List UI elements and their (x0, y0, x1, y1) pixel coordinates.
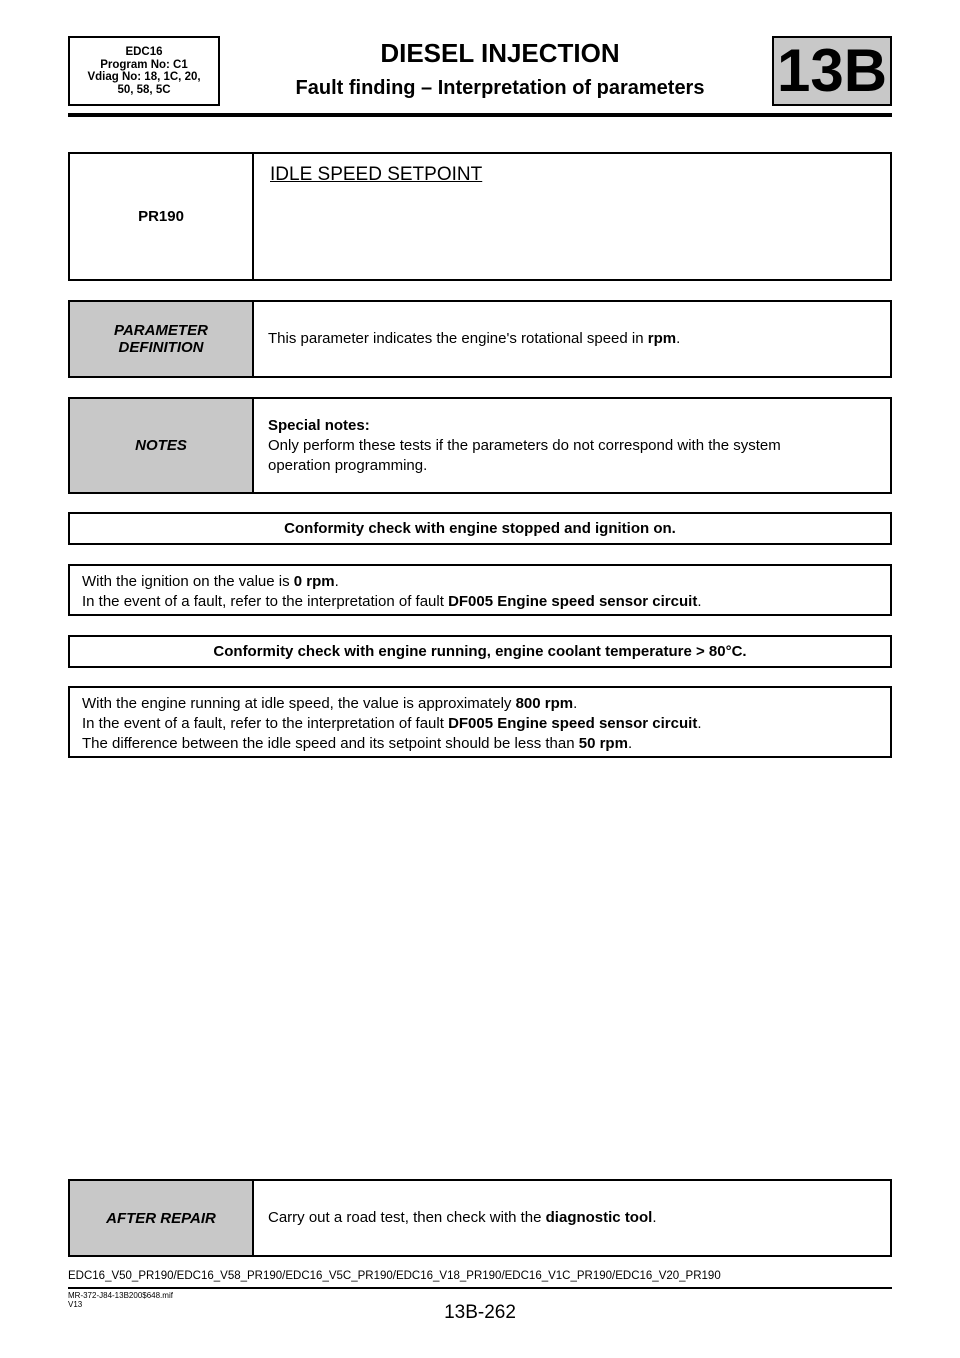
check1-line-2 (82, 592, 878, 612)
footer-divider (68, 1287, 892, 1289)
check-heading-ignition-on: Conformity check with engine stopped and ignition on. (68, 512, 892, 545)
page-title: DIESEL INJECTION (380, 38, 620, 68)
text-part: With the engine running at idle speed, the value is approximately (82, 695, 516, 712)
value-bold: 50 rpm (578, 735, 628, 752)
definition-text (254, 302, 890, 376)
fault-reference: DF005 Engine speed sensor circuit (448, 593, 698, 610)
definition-label-line-2: DEFINITION (118, 339, 204, 356)
definition-text-end: . (676, 330, 681, 347)
text-part: . (627, 735, 633, 752)
page-subtitle: Fault finding – Interpretation of parameters (295, 77, 705, 99)
info-line-3: Vdiag No: 18, 1C, 20, (87, 71, 201, 83)
definition-box (68, 300, 892, 378)
text-part: With the ignition on the value is (82, 573, 294, 590)
page-number: 13B-262 (444, 1302, 516, 1323)
header-divider (68, 113, 892, 117)
text-part: . (697, 593, 702, 610)
footer-file-ref: MR-372-J84-13B200$648.mif (68, 1291, 173, 1300)
parameter-box (68, 152, 892, 281)
footer-codes: EDC16_V50_PR190/EDC16_V58_PR190/EDC16_V5C_PR190/EDC16_V18_PR190/EDC16_V1C_PR190/EDC16_V20_PR190 (68, 1270, 721, 1282)
definition-label (70, 302, 254, 376)
check2-line-3 (82, 734, 878, 754)
after-repair-box (68, 1179, 892, 1257)
text-part: . (334, 573, 339, 590)
info-line-1: EDC16 (125, 46, 163, 58)
parameter-code: PR190 (70, 154, 254, 279)
footer-reference (68, 1291, 173, 1309)
check-text-ignition-on (68, 564, 892, 616)
vehicle-info-box (68, 36, 220, 106)
section-code: 13B (772, 36, 892, 106)
parameter-title-cell (254, 154, 890, 279)
notes-box (68, 397, 892, 494)
check1-line-1 (82, 572, 878, 592)
text-part: . (697, 715, 702, 732)
footer-version: V13 (68, 1300, 83, 1309)
notes-label: NOTES (70, 399, 254, 492)
text-part: Carry out a road test, then check with the (268, 1209, 546, 1226)
after-repair-label: AFTER REPAIR (70, 1181, 254, 1255)
check2-line-1 (82, 694, 878, 714)
text-part: The difference between the idle speed and its setpoint should be less than (82, 735, 579, 752)
diagnostic-tool-text: diagnostic tool (545, 1209, 653, 1226)
check-heading-engine-running: Conformity check with engine running, engine coolant temperature > 80°C. (68, 635, 892, 668)
check2-line-2 (82, 714, 878, 734)
check-text-engine-running (68, 686, 892, 758)
text-part: In the event of a fault, refer to the interpretation of fault (82, 593, 449, 610)
notes-text: Only perform these tests if the parameters do not correspond with the system operation programming. (268, 436, 781, 474)
definition-label-line-1: PARAMETER (114, 322, 208, 339)
value-bold: 0 rpm (293, 573, 335, 590)
text-part: . (573, 695, 578, 712)
info-line-2: Program No: C1 (100, 58, 188, 71)
value-bold: 800 rpm (515, 695, 574, 712)
after-repair-text (254, 1181, 890, 1255)
text-part: . (652, 1209, 657, 1226)
parameter-title: IDLE SPEED SETPOINT (270, 164, 483, 185)
definition-text-part: This parameter indicates the engine's rotational speed in (268, 330, 648, 347)
notes-heading: Special notes: (268, 416, 370, 434)
definition-unit: rpm (647, 330, 677, 347)
info-line-4: 50, 58, 5C (117, 83, 171, 96)
notes-body (254, 399, 890, 492)
fault-reference: DF005 Engine speed sensor circuit (448, 715, 698, 732)
text-part: In the event of a fault, refer to the interpretation of fault (82, 715, 449, 732)
